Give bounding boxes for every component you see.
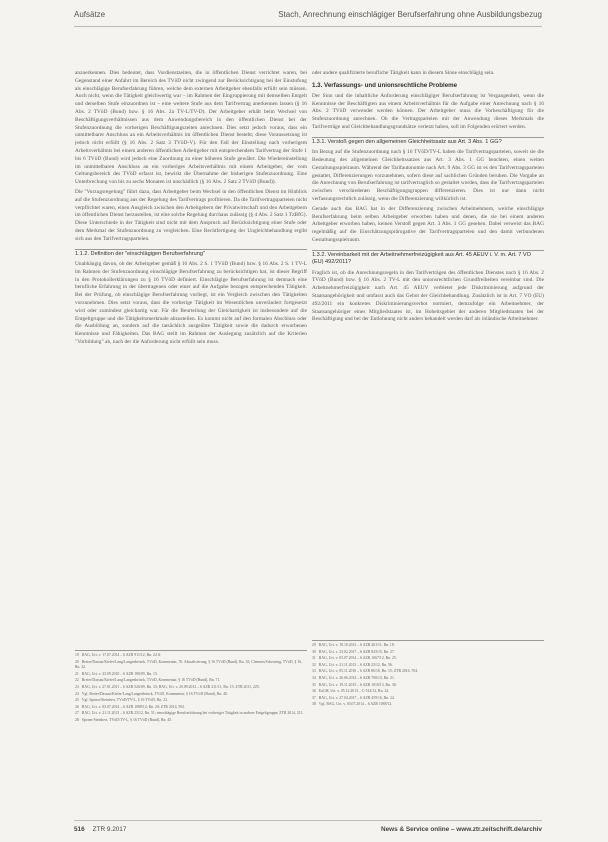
footnote: 27 BAG, Urt. v. 21.11.2013 – 6 AZR 23/12, Rn. 51; einschlägige Berufserfahrung bei vorheriger Tätigkeit in anderer Entgeltgruppe; ZTR 2014, 211.: [75, 711, 304, 716]
footer-left: [74, 826, 126, 833]
section-label: Aufsätze: [74, 10, 106, 19]
body-paragraph: Gerade auch das BAG hat in der Differenzierung zwischen Arbeitnehmern, welche einschlägige Berufserfahrung beim selben Arbeitgeber erworben haben und denen, die sie bei einem anderen Arbeitgeber erworben haben, keinen Verstoß gegen Art. 3 Abs. 1 GG gesehen. Dabei verweist das BAG regelmäßig auf die Einschätzungsprärogative der Tarifvertragsparteien und den damit verbundenen Gestaltungsspielraum.: [312, 205, 544, 243]
footnote: 24 Vgl. Breier/Dassau/Kiefer/Lang/Langenbrinck, TVöD, Kommentar, § 16 TVöD (Bund), Rn. 40.: [75, 691, 228, 696]
page-footer: [74, 826, 542, 836]
body-paragraph: Der Sinn und die inhaltliche Anforderung einschlägiger Berufserfahrung ist Vergangenheit, wenn die Kenntnisse der Beschäftigten aus einem Arbeitsverhältnis für die Aufgabe einer Anrechnung nach § 16 Abs. 2 TVöD verwendet werden können. Der Arbeitgeber muss die Vorbeschäftigung für die Stufenzuordnung anrechnen. Ob die Vertragsparteien mit der Anwendung dieses Merkmals die Tarifverträge und Gleichbehandlungsgrundsätze verletzt haben, soll im Folgenden erörtert werden.: [312, 92, 544, 130]
footnote: 28 Sponer/Steinherr, TVöD/TV-L, § 16 TVöD (Bund), Rn. 45.: [75, 717, 173, 722]
footnote: 30 BAG, Urt. v. 23.02.2017 – 6 AZR 843/15, Rn. 27.: [312, 649, 395, 654]
footnote: 23 BAG, Urt. v. 27.01.2011 – 6 AZR 526/09, Rn. 33; BAG, Urt. v. 20.09.2012 – 6 AZR 211/11, Rn. 15; ZTR 2011, 225.: [75, 684, 260, 689]
journal-issue: ZTR 9.2017: [92, 826, 127, 833]
footnote: 37 BAG, Urt. v. 27.04.2017 – 6 AZR 459/16, Rn. 22.: [312, 695, 395, 700]
body-paragraph: Unabhängig davon, ob der Arbeitgeber gemäß § 16 Abs. 2 S. 1 TVöD (Bund) bzw. § 16 Abs. 2 S. 1 TV-L im Rahmen der Stufenzuordnung einschlägige Berufserfahrung zu berücksichtigen hat, ist dieser Begriff in den Protokollerklärungen zu § 16 TVöD definiert. Einschlägige Berufserfahrung ist demnach eine berufliche Erfahrung in der übertragenen oder einer auf die Aufgabe bezogen entsprechenden Tätigkeit. Bei der Prüfung, ob einschlägige Berufserfahrung vorliegt, ist ein Vergleich zwischen den Tätigkeiten vorzunehmen. Dies setzt voraus, dass die vorherige Tätigkeit im Wesentlichen unverändert fortgesetzt wird oder zumindest gleichartig war. Für die Beurteilung der Gleichartigkeit ist insbesondere auf die Entgeltgruppe und die Tätigkeitsmerkmale abzustellen. Es kommt nicht auf den formalen Abschluss oder die Ausbildung an, sondern auf die tatsächlich ausgeübte Tätigkeit sowie die dadurch erworbenen Kenntnisse und Fähigkeiten. Das BAG stellt im Rahmen der Auslegung zusätzlich auf die Kriterien "Vorbildung" ab, nach der die Anforderung nicht erfüllt sein muss.: [75, 260, 307, 345]
running-head: [74, 10, 542, 24]
left-footnotes: [75, 650, 307, 725]
body-paragraph: Die "Vorzugsregelung" führt dazu, dass Arbeitgeber beim Wechsel in den öffentlichen Dienst im Hinblick auf die Stufenzuordnung aus der Regelung des Tarifvertrags profitieren. Da die Tarifvertragsparteien nicht verpflichtet waren, einen Ausgleich zwischen den Arbeitgebern der Privatwirtschaft und den Arbeitgebern im öffentlichen Dienst herzustellen, ist eine solche Regelung durchaus zulässig (§ 4 Abs. 2 Satz 1 TzBfG). Diese Unterschiede in der Tätigkeit sind nicht mit dem Anspruch auf Berücksichtigung einer Stufe oder dem Merkmal der Stufenzuordnung zu vergleichen. Eine Rechtfertigung der Ungleichbehandlung ergibt sich aus den Tarifvertragsparteien.: [75, 188, 307, 242]
section-heading: 1.3. Verfassungs- und unionsrechtliche Probleme: [312, 81, 458, 89]
body-paragraph: anzuerkennen. Dies bedeutet, dass Vordienstzeiten, die in öffentlichen Dienst verrichtet waren, bei Gegenstand einer Anfahrt im Bereich des TVöD nicht zwingend zur Berücksichtigung bei der Einstufung als einschlägige Berufserfahrung führen, welche dem externen Arbeitgeber ebenfalls erfüllt sein müssen. Auch nicht, wenn die Tätigkeit gleichwertig war – im Rahmen der Eingruppierung mit demselben Entgelt und derselben Stufe einzuordnen ist – eine weitere Stufe aus dem Tarifvertrag anerkennen lassen (§ 16 Abs. 2 TVöD (Bund) bzw. § 16 Abs. 2a TV-L/TV-D). Der Arbeitgeber erhält beim Wechsel von Beschäftigungsverhältnissen aus dem Anwendungsbereich in den öffentlichen Dienst bei der Stufenzuordnung die vorherigen Beschäftigungszeiten anrechnen. Dies setzt jedoch voraus, dass ein unmittelbarer Anschluss an ein Arbeitsverhältnis im öffentlichen Dienst besteht; diese Voraussetzung ist jedoch nicht erfüllt (§ 16 Abs. 2 Satz 3 TVöD-V). Für den Fall der Einstellung nach vorherigem Arbeitsverhältnis bei einem anderen öffentlichen Arbeitgeber mit entsprechendem Tarifvertrag der Stufe 1 bis 6 TVöD (Bund) wird jedoch eine Zuordnung zu einer höheren Stufe gewährt. Die Wiedereinstellung im unmittelbaren Anschluss an ein vorheriges Arbeitsverhältnis mit einem Arbeitgeber, der vom Geltungsbereich des TVöD erfasst ist, bewirkt die Übernahme der bisherigen Stufenzuordnung. Eine Unterbrechung von bis zu sechs Monaten ist unschädlich (§ 16 Abs. 2 Satz 2 TVöD (Bund)).: [75, 70, 307, 186]
footnote: 38 Vgl. BAG, Urt. v. 03.07.2014 – 6 AZR 1088/12.: [312, 702, 393, 707]
footnote: 21 BAG, Urt. v. 23.09.2010 – 6 AZR 180/09, Rn. 15.: [75, 671, 158, 676]
footnote: 29 BAG, Urt. v. 18.10.2012 – 6 AZR 261/11, Rn. 18.: [312, 643, 395, 647]
footnote: 26 BAG, Urt. v. 03.07.2014 – 6 AZR 1088/12, Rn. 20; ZTR 2014, 592.: [75, 704, 186, 709]
footnote: 19 BAG, Urt. v. 17.07.2014 – 6 AZR 911/12, Rn. 24 ff.: [75, 653, 162, 657]
footnote: 31 BAG, Urt. v. 03.07.2014 – 6 AZR 1067/12, Rn. 25.: [312, 656, 397, 661]
section-heading: 1.1.2. Definition der "einschlägigen Berufserfahrung": [75, 249, 307, 258]
footnote: 34 BAG, Urt. v. 26.06.2014 – 6 AZR 700/13, Rn. 21.: [312, 675, 395, 680]
article-running-title: Stach, Anrechnung einschlägiger Berufserfahrung ohne Ausbildungsbezug: [278, 10, 542, 19]
footnote: 33 BAG, Urt. v. 05.11.2016 – 6 AZR 86/16, Rn. 15; ZTR 2016, 704.: [312, 669, 419, 674]
subsection-heading: 1.3.2. Vereinbarkeit mit der Arbeitnehmerfreizügigkeit aus Art. 45 AEUV i. V. m. Art. 7 VO (EU) 492/2011?: [312, 250, 544, 267]
body-paragraph: oder andere qualifizierte berufliche Tätigkeit kann in diesem Sinne einschlägig sein.: [312, 70, 495, 76]
footnote: 36 EuGH, Urt. v. 05.12.2013 – C-514/12, Rn. 24.: [312, 689, 390, 694]
footnote: 25 Vgl. Sponer/Steinherr, TVöD/TV-L, § 16 TVöD, Rn. 22.: [75, 698, 168, 703]
body-paragraph: Fraglich ist, ob die Anrechnungsregeln in den Tarifverträgen des öffentlichen Dienstes nach § 16 Abs. 2 TVöD (Bund) bzw. § 16 Abs. 2 TV-L mit den unionsrechtlichen Grundfreiheiten vereinbar sind. Die Arbeitnehmerfreizügigkeit nach Art. 45 AEUV verbietet jede Diskriminierung aufgrund der Staatsangehörigkeit und umfasst auch das Gebot der Gleichbehandlung. Zusätzlich ist in Art. 7 VO (EU) 492/2011 ein konkretes Diskriminierungsverbot normiert, demzufolge ein Arbeitnehmer, der Staatsangehöriger eines Mitgliedstaates ist, im Hoheitsgebiet der anderen Mitgliedstaaten bei der Beschäftigung und bei der Entlohnung nicht anders behandelt werden darf als inländische Arbeitnehmer.: [312, 269, 544, 323]
archive-link[interactable]: News & Service online – www.ztr.zeitschrift.de/archiv: [380, 826, 542, 833]
right-footnotes: [312, 640, 544, 709]
page-number: 516: [74, 826, 85, 833]
right-column: [312, 70, 544, 326]
subsection-heading: 1.3.1. Verstoß gegen den allgemeinen Gleichheitssatz aus Art. 3 Abs. 1 GG?: [312, 137, 544, 146]
footer-rule: [74, 820, 542, 821]
footnote: 32 BAG, Urt. v. 21.11.2013 – 6 AZR 23/12, Rn. 56.: [312, 662, 393, 667]
left-column: [75, 70, 307, 349]
body-paragraph: Im Bezug auf die Stufenzuordnung nach § 16 TVöD/TV-L haben die Tarifvertragsparteien, soweit sie die Bedeutung des allgemeinen Gleichheitssatzes aus Art. 3 Abs. 1 GG beachten, einen weiten Gestaltungsspielraum. Während der Tarifautonomie nach Art. 9 Abs. 3 GG ist es den Tarifvertragsparteien gestattet, Differenzierungen vorzunehmen, sofern diese auf sachlichen Gründen beruhen. Die Vorgabe an die Anrechnung von Berufserfahrung ist tarifvertraglich so gestaltet worden, dass die Tarifvertragsparteien zwischen verschiedenen Beschäftigungsgruppen differenzieren. Dies ist nur dann nicht verfassungsrechtlich zulässig, wenn die Differenzierung willkürlich ist.: [312, 149, 544, 202]
footnote: 20 Breier/Dassau/Kiefer/Lang/Langenbrinck, TVöD, Kommentar, 70. Aktualisierung, § 16 TVöD (Bund), Rn. 35; Clemens/Scheuring, TVöD, § 16, Rn. 22.: [75, 659, 303, 670]
footnote: 35 BAG, Urt. v. 19.11.2015 – 6 AZR 1010/13, Rn. 30.: [312, 682, 397, 687]
header-rule: [74, 26, 542, 27]
footnote: 22 Breier/Dassau/Kiefer/Lang/Langenbrinck, TVöD, Kommentar, § 16 TVöD (Bund), Rn. 71.: [75, 678, 221, 683]
